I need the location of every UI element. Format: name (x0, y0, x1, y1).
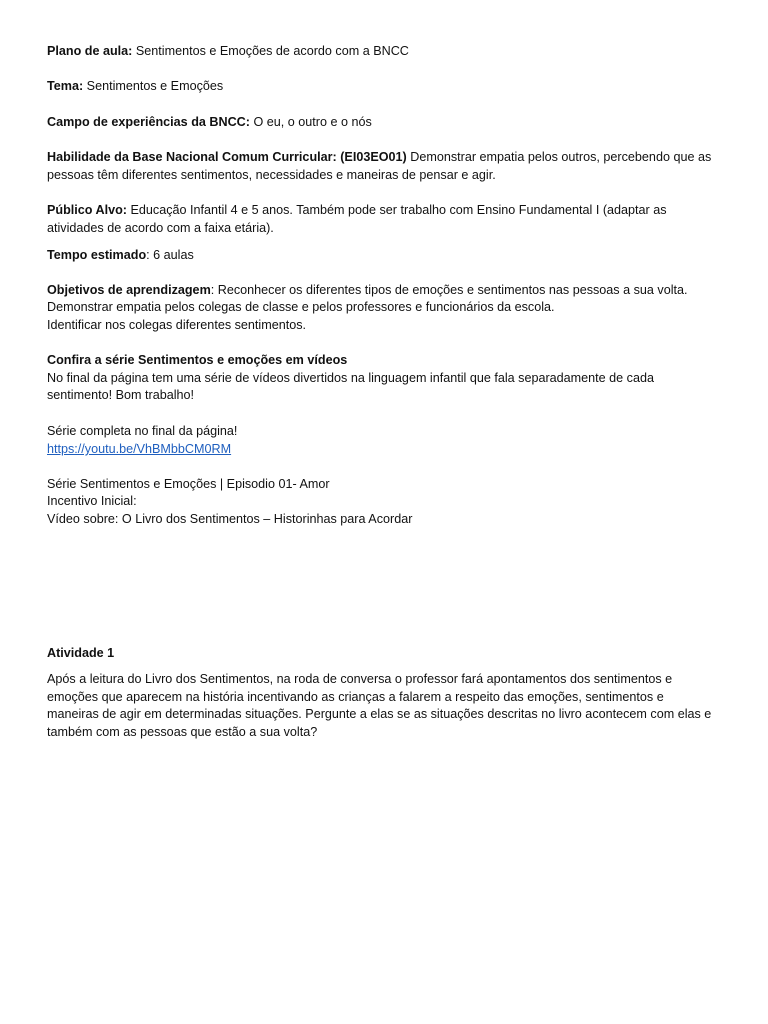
tema-value: Sentimentos e Emoções (83, 79, 224, 93)
objetivos-line-1 (47, 282, 737, 300)
objetivos-text-1: : Reconhecer os diferentes tipos de emoções e sentimentos nas pessoas a sua volta. (210, 283, 688, 297)
objetivos-line-3: Identificar nos colegas diferentes sentimentos. (47, 318, 307, 332)
plan-line (47, 43, 737, 61)
atividade1-line-2: emoções que aparecem na história incentivando as crianças a falarem a respeito das emoções, sentimentos e (47, 690, 664, 704)
youtube-video-link[interactable]: https://youtu.be/VhBMbbCM0RM (47, 442, 232, 456)
tempo-value: : 6 aulas (146, 248, 194, 262)
tempo-line (47, 247, 737, 265)
video-link-line (47, 441, 737, 459)
atividade1-line-3: maneiras de agir em determinadas situações. Pergunte a elas se as situações descritas no livro acontecem com elas e (47, 707, 712, 721)
atividade1-line-4: também com as pessoas que estão a sua volta? (47, 725, 318, 739)
tempo-label: Tempo estimado (47, 248, 147, 262)
tema-label: Tema: (47, 79, 84, 93)
publico-text-1: Educação Infantil 4 e 5 anos. Também pode ser trabalho com Ensino Fundamental I (adaptar as (127, 203, 667, 217)
atividade1-heading-text: Atividade 1 (47, 646, 115, 660)
habilidade-line-2: pessoas têm diferentes sentimentos, necessidades e maneiras de pensar e agir. (47, 168, 496, 182)
habilidade-text-1: Demonstrar empatia pelos outros, percebendo que as (406, 150, 712, 164)
objetivos-label: Objetivos de aprendizagem (47, 283, 211, 297)
serie-heading-text: Confira a série Sentimentos e emoções em vídeos (47, 353, 348, 367)
episodio-line-2: Incentivo Inicial: (47, 494, 137, 508)
atividade1-line-1: Após a leitura do Livro dos Sentimentos, na roda de conversa o professor fará apontamentos dos sentimentos e (47, 672, 673, 686)
episodio-line-1: Série Sentimentos e Emoções | Episodio 01- Amor (47, 477, 330, 491)
serie-heading (47, 352, 737, 370)
habilidade-code: (EI03EO01) (336, 150, 407, 164)
habilidade-label: Habilidade da Base Nacional Comum Curricular: (47, 150, 337, 164)
serie-completa-text: Série completa no final da página! (47, 424, 238, 438)
tema-line (47, 78, 737, 96)
serie-line-2: sentimento! Bom trabalho! (47, 388, 195, 402)
atividade1-heading (47, 645, 737, 663)
publico-label: Público Alvo: (47, 203, 127, 217)
objetivos-line-2: Demonstrar empatia pelos colegas de classe e pelos professores e funcionários da escola. (47, 300, 555, 314)
plan-value: Sentimentos e Emoções de acordo com a BNCC (132, 44, 409, 58)
habilidade-line-1 (47, 149, 737, 167)
episodio-line-3: Vídeo sobre: O Livro dos Sentimentos – Historinhas para Acordar (47, 512, 413, 526)
publico-line-2: atividades de acordo com a faixa etária). (47, 221, 274, 235)
publico-line-1 (47, 202, 737, 220)
campo-line (47, 114, 737, 132)
plan-label: Plano de aula: (47, 44, 133, 58)
campo-value: O eu, o outro e o nós (249, 115, 372, 129)
serie-line-1: No final da página tem uma série de vídeos divertidos na linguagem infantil que fala separadamente de cada (47, 371, 654, 385)
campo-label: Campo de experiências da BNCC: (47, 115, 250, 129)
